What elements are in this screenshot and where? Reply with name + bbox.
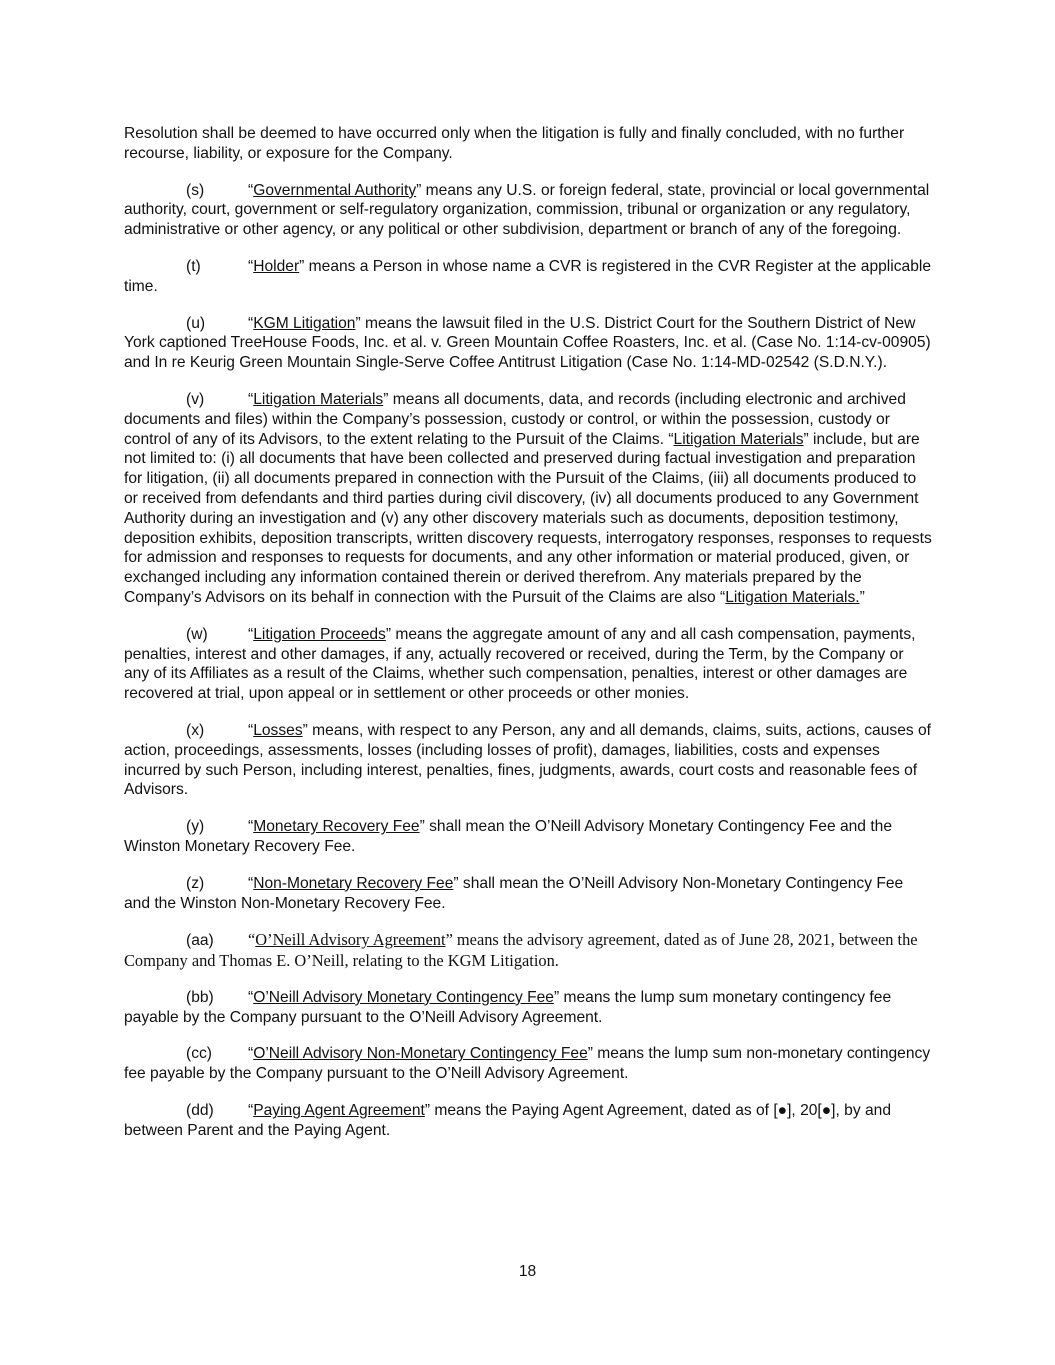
definition-z: (z) “Non-Monetary Recovery Fee” shall mean the O’Neill Advisory Non-Monetary Contingency Fee and the Winston Non-Monetary Recovery Fee. [124,874,904,912]
definition-x: (x) “Losses” means, with respect to any Person, any and all demands, claims, suits, actions, causes of action, proceedings, assessments, losses (including losses of profit), damages, liabilities, costs and expenses incurred by such Person, including interest, penalties, fines, judgments, awards, court costs and reasonable fees of Advisors. [124,721,932,799]
definition-label: (x) [186,721,205,739]
defined-term: Monetary Recovery Fee [253,818,420,836]
definition-label: (dd) [186,1102,214,1120]
defined-term: Litigation Proceeds [253,625,386,643]
definition-w: (w) “Litigation Proceeds” means the aggregate amount of any and all cash compensation, payments, penalties, interest and other damages, if any, actually recovered or received, during the Term, by the Company or any of its Affiliates as a result of the Claims, whether such compensation, penalties, interest or other damages are recovered at trial, upon appeal or in settlement or other proceeds or other monies. [124,625,916,703]
document-page [124,124,932,1158]
intro-paragraph: Resolution shall be deemed to have occurred only when the litigation is fully and finally concluded, with no further recourse, liability, or exposure for the Company. [124,125,905,162]
defined-term: Non-Monetary Recovery Fee [253,874,454,892]
defined-term: O’Neill Advisory Non-Monetary Contingency Fee [253,1045,588,1063]
defined-term: Holder [253,257,300,275]
definition-u: (u) “KGM Litigation” means the lawsuit filed in the U.S. District Court for the Southern District of New York captioned TreeHouse Foods, Inc. et al. v. Green Mountain Coffee Roasters, Inc. et al. (Case No. 1:14-cv-00905) and In re Keurig Green Mountain Single-Serve Coffee Antitrust Litigation (Case No. 1:14-MD-02542 (S.D.N.Y.). [124,314,931,372]
definition-label: (s) [186,181,205,199]
definition-dd: (dd) “Paying Agent Agreement” means the Paying Agent Agreement, dated as of [●], 20[●], by and between Parent and the Paying Agent. [124,1102,892,1139]
definition-t: (t) “Holder” means a Person in whose name a CVR is registered in the CVR Register at the applicable time. [124,257,931,295]
definition-aa: (aa) “O’Neill Advisory Agreement” means the advisory agreement, dated as of June 28, 2021, between the Company and Thomas E. O’Neill, relating to the KGM Litigation. [124,930,918,971]
definition-label: (v) [186,390,205,408]
definition-label: (cc) [186,1045,212,1063]
defined-term: O’Neill Advisory Agreement [255,930,446,950]
definition-bb: (bb) “O’Neill Advisory Monetary Contingency Fee” means the lump sum monetary contingency fee payable by the Company pursuant to the O’Neill Advisory Agreement. [124,988,892,1026]
defined-term: O’Neill Advisory Monetary Contingency Fee [253,988,554,1006]
definition-label: (z) [186,874,205,892]
definition-label: (u) [186,314,206,332]
definition-y: (y) “Monetary Recovery Fee” shall mean the O’Neill Advisory Monetary Contingency Fee and the Winston Monetary Recovery Fee. [124,818,892,855]
defined-term: Governmental Authority [253,181,417,199]
defined-term: Losses [253,721,303,739]
definition-s: (s) “Governmental Authority” means any U.S. or foreign federal, state, provincial or local governmental authority, court, government or self-regulatory organization, commission, tribunal or organization or any regulatory, administrative or other agency, or any political or other subdivision, department or branch of any of the foregoing. [124,181,930,239]
defined-term: Litigation Materials [673,430,804,448]
defined-term: Paying Agent Agreement [253,1102,425,1120]
defined-term: Litigation Materials. [725,588,860,606]
page-number: 18 [518,1263,537,1280]
definition-label: (y) [186,818,205,836]
definition-cc: (cc) “O’Neill Advisory Non-Monetary Contingency Fee” means the lump sum non-monetary contingency fee payable by the Company pursuant to the O’Neill Advisory Agreement. [124,1045,931,1083]
defined-term: KGM Litigation [253,314,356,332]
definition-label: (t) [186,257,201,275]
definition-label: (w) [186,625,208,643]
definition-label: (bb) [186,988,214,1006]
definition-label: (aa) [186,932,214,950]
defined-term: Litigation Materials [253,390,384,408]
definition-v: (v) “Litigation Materials” means all documents, data, and records (including electronic and archived documents and files) within the Company’s possession, custody or control, or within the possession, custody or control of any of its Advisors, to the extent relating to the Pursuit of the Claims. “Litigation Materials” include, but are not limited to: (i) all documents that have been collected and preserved during factual investigation and preparation for litigation, (ii) all documents prepared in connection with the Pursuit of the Claims, (iii) all documents produced to or received from defendants and third parties during civil discovery, (iv) all documents produced to any Government Authority during an investigation and (v) any other discovery materials such as documents, deposition testimony, deposition exhibits, deposition transcripts, written discovery requests, interrogatory responses, responses to requests for admission and responses to requests for documents, and any other information or material produced, given, or exchanged including any information contained therein or derived therefrom. Any materials prepared by the Company’s Advisors on its behalf in connection with the Pursuit of the Claims are also “Litigation Materials.” [124,390,932,606]
